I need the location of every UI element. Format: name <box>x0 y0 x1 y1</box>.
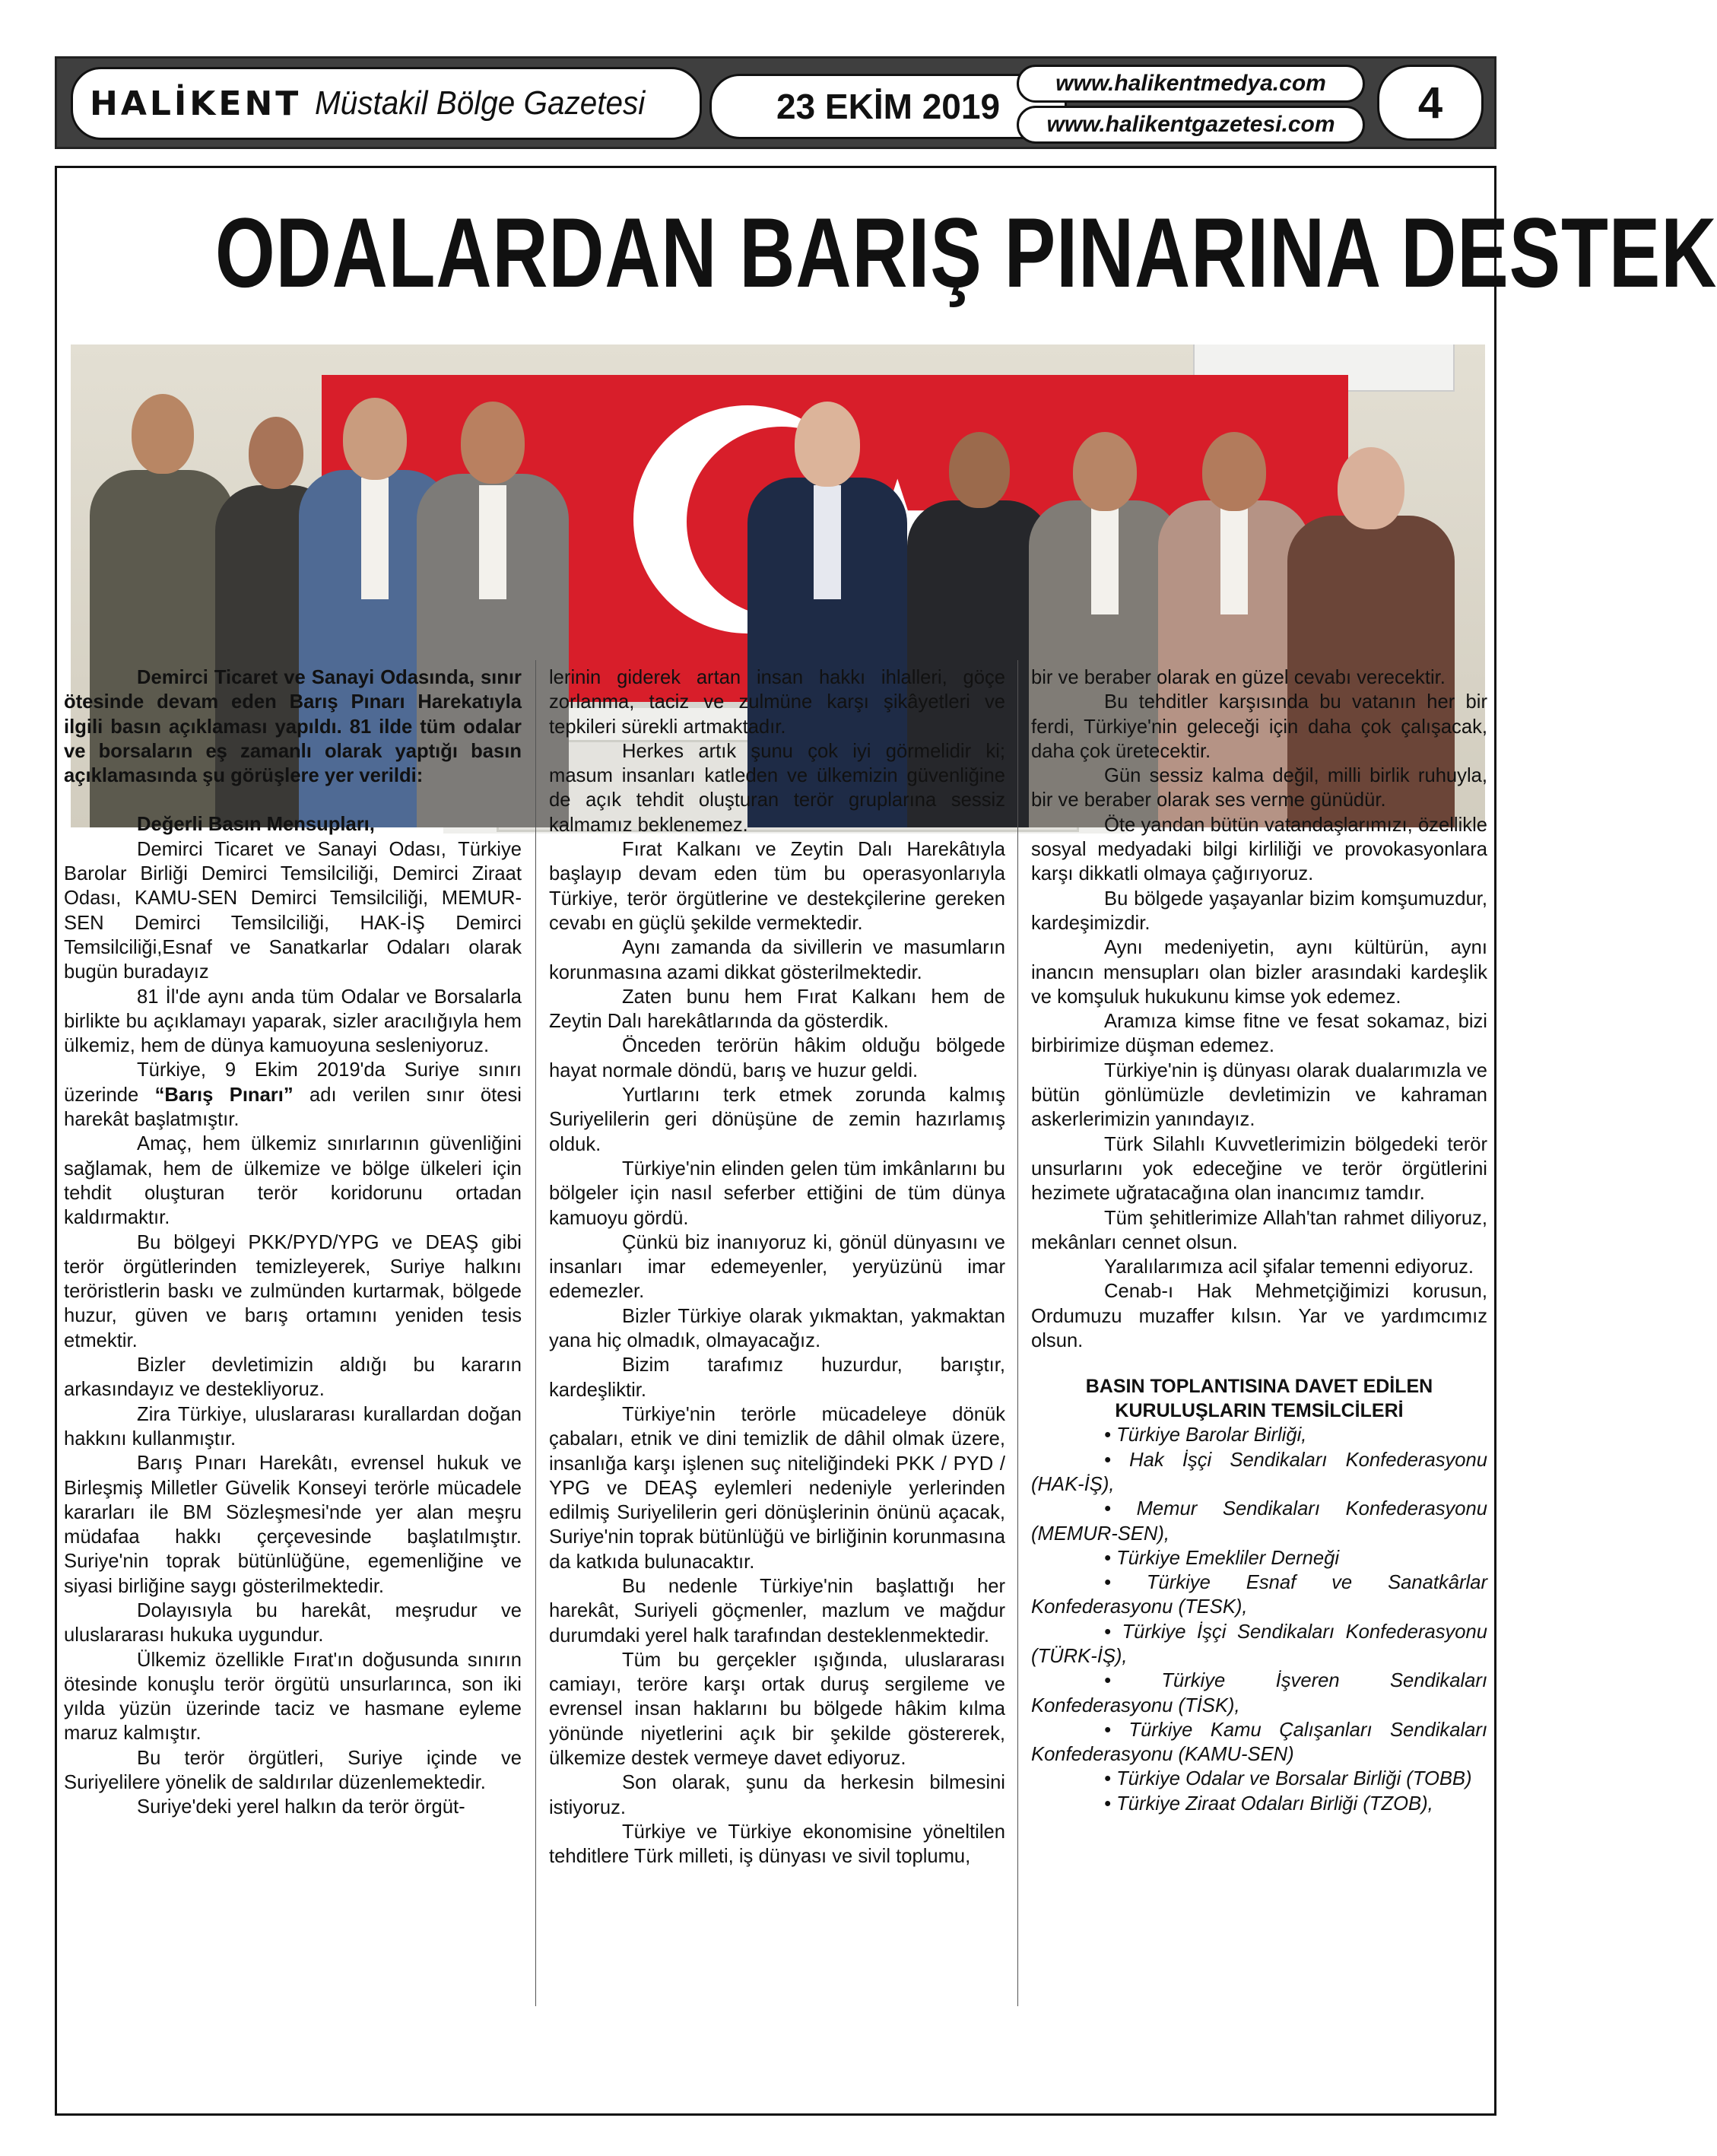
article-headline: ODALARDAN BARIŞ PINARINA DESTEK <box>214 197 1717 308</box>
article-paragraph: Suriye'deki yerel halkın da terör örgüt- <box>137 1796 465 1818</box>
article-paragraph: Gün sessiz kalma değil, milli birlik ruhuyla, bir ve beraber olarak ses verme günüdür. <box>1031 765 1487 811</box>
article-paragraph: Türk Silahlı Kuvvetlerimizin bölgedeki terör unsurlarını yok edeceğine ve terör örgütlerini hezimete uğratacağına olan inancımız tamdır. <box>1031 1133 1487 1205</box>
article-paragraph: Zaten bunu hem Fırat Kalkanı hem de Zeytin Dalı harekâtlarında da gösterdik. <box>549 986 1005 1033</box>
article-paragraph: Cenab-ı Hak Mehmetçiğimizi korusun, Ordumuzu muzaffer kılsın. Yar ve yardımcımız olsun. <box>1031 1281 1487 1352</box>
article-paragraph: Bu bölgede yaşayanlar bizim komşumuzdur, kardeşimizdir. <box>1031 887 1487 934</box>
participant-org: • Türkiye Esnaf ve Sanatkârlar Konfederasyonu (TESK), <box>1031 1572 1487 1618</box>
participant-org: • Türkiye Ziraat Odaları Birliği (TZOB), <box>1104 1792 1433 1815</box>
article-paragraph: Amaç, hem ülkemiz sınırlarının güvenliğini sağlamak, hem de ülkemize ve bölge ülkeleri için tehdit oluşturan terör koridorunu ortadan kaldırmaktır. <box>64 1133 522 1229</box>
article-paragraph: Türkiye'nin elinden gelen tüm imkânlarını bu bölgeler için nasıl seferber ettiğini de tüm dünya kamuoyu gördü. <box>549 1157 1005 1229</box>
article-paragraph: 81 İl'de aynı anda tüm Odalar ve Borsalarla birlikte bu açıklamayı yaparak, sizler aracılığıyla hem ülkemiz, hem de dünya kamuoyuna sesleniyoruz. <box>64 986 522 1057</box>
column-divider <box>535 660 536 2006</box>
article-paragraph: Bizler devletimizin aldığı bu kararın arkasındayız ve destekliyoruz. <box>64 1354 522 1401</box>
article-paragraph: Son olarak, şunu da herkesin bilmesini istiyoruz. <box>549 1772 1005 1818</box>
participants-heading: BASIN TOPLANTISINA DAVET EDİLEN KURULUŞLARIN TEMSİLCİLERİ <box>1085 1376 1433 1422</box>
article-paragraph: Fırat Kalkanı ve Zeytin Dalı Harekâtıyla başlayıp devam eden tüm bu operasyonlarıyla Türkiye, terör örgütlerine ve destekçilerine gereken cevabı en güçlü şekilde vermektedir. <box>549 839 1005 934</box>
article-paragraph: Tüm şehitlerimize Allah'tan rahmet diliyoruz, mekânları cennet olsun. <box>1031 1207 1487 1253</box>
participant-org: • Hak İşçi Sendikaları Konfederasyonu (HAK-İŞ), <box>1031 1449 1487 1495</box>
article-paragraph: Dolayısıyla bu harekât, meşrudur ve uluslararası hukuka uygundur. <box>64 1599 522 1646</box>
article-paragraph: Çünkü biz inanıyoruz ki, gönül dünyasını ve insanları imar edemeyenler, yeryüzünü imar edemezler. <box>549 1231 1005 1303</box>
article-paragraph: Tüm bu gerçekler ışığında, uluslararası camiayı, teröre karşı ortak duruş sergileme ve evrensel insan haklarını bu bölgede hâkim kılma yönünde niyetlerini açık bir şekilde göstererek, ülkemize destek vermeye davet ediyoruz. <box>549 1649 1005 1770</box>
article-paragraph: Bu tehditler karşısında bu vatanın her bir ferdi, Türkiye'nin geleceği için daha çok çalışacak, daha çok üretecektir. <box>1031 691 1487 762</box>
participant-org: • Türkiye Odalar ve Borsalar Birliği (TOBB) <box>1104 1768 1472 1790</box>
article-paragraph: Önceden terörün hâkim olduğu bölgede hayat normale döndü, barış ve huzur geldi. <box>549 1035 1005 1081</box>
article-paragraph: Türkiye'nin iş dünyası olarak dualarımızla ve bütün gönlümüzle devletimizin ve kahraman askerlerimizin yanındayız. <box>1031 1059 1487 1131</box>
article-paragraph: Bu bölgeyi PKK/PYD/YPG ve DEAŞ gibi terör örgütlerinden temizleyerek, Suriye halkını teröristlerin baskı ve zulmünden kurtarmak, bölgede huzur, güven ve barış ortamını yeniden tesis etmektir. <box>64 1231 522 1351</box>
page-number: 4 <box>1377 65 1484 141</box>
newspaper-brand: HALİKENT <box>90 84 302 123</box>
participant-org: • Memur Sendikaları Konfederasyonu (MEMUR-SEN), <box>1031 1498 1487 1545</box>
masthead-title-box <box>71 67 702 140</box>
article-paragraph: Bizim tarafımız huzurdur, barıştır, kardeşliktir. <box>549 1354 1005 1401</box>
article-paragraph: Yurtlarını terk etmek zorunda kalmış Suriyelilerin geri dönüşüne de zemin hazırlamış olduk. <box>549 1084 1005 1155</box>
article-paragraph: Bu terör örgütleri, Suriye içinde ve Suriyelilere yönelik de saldırılar düzenlemektedir. <box>64 1747 522 1794</box>
article-intro: Demirci Ticaret ve Sanayi Odasında, sınır ötesinde devam eden Barış Pınarı Harekatıyla ilgili basın açıklaması yapıldı. 81 ilde tüm odalar ve borsaların eş zamanlı olarak yaptığı basın açıklamasında şu görüşlere yer verildi: <box>64 667 522 787</box>
column-divider <box>1017 660 1018 2006</box>
participant-org: • Türkiye Emekliler Derneği <box>1104 1547 1340 1569</box>
participant-org: • Türkiye İşçi Sendikaları Konfederasyonu (TÜRK-İŞ), <box>1031 1621 1487 1667</box>
participant-org: • Türkiye İşveren Sendikaları Konfederasyonu (TİSK), <box>1031 1670 1487 1716</box>
website-link-2[interactable]: www.halikentgazetesi.com <box>1017 106 1365 144</box>
article-paragraph: Bizler Türkiye olarak yıkmaktan, yakmaktan yana hiç olmadık, olmayacağız. <box>549 1305 1005 1352</box>
participant-org: • Türkiye Kamu Çalışanları Sendikaları Konfederasyonu (KAMU-SEN) <box>1031 1719 1487 1766</box>
article-paragraph: Öte yandan bütün vatandaşlarımızı, özellikle sosyal medyadaki bilgi kirliliği ve provokasyonlara karşı dikkatli olmaya çağırıyoruz. <box>1031 814 1487 885</box>
article-column-2 <box>549 665 1005 1869</box>
newspaper-subtitle: Müstakil Bölge Gazetesi <box>315 84 646 122</box>
article-paragraph: lerinin giderek artan insan hakkı ihlalleri, göçe zorlanma, taciz ve zulmüne karşı şikâyetleri ve tepkileri sürekli artmaktadır. <box>549 667 1005 738</box>
article-paragraph: Türkiye, 9 Ekim 2019'da Suriye sınırı üzerinde “Barış Pınarı” adı verilen sınır ötesi harekât başlatmıştır. <box>64 1059 522 1131</box>
article-paragraph: bir ve beraber olarak en güzel cevabı verecektir. <box>1031 667 1446 688</box>
article-paragraph: Ülkemiz özellikle Fırat'ın doğusunda sınırın ötesinde konuşlu terör örgütü unsurlarınca, son iki yılda yüzün üzerinde taciz ve hasmane eyleme maruz kalmıştır. <box>64 1649 522 1745</box>
article-paragraph: Aynı medeniyetin, aynı kültürün, aynı inancın mensupları olan bizler arasındaki kardeşlik ve komşuluk hukukunu kimse yok edemez. <box>1031 937 1487 1008</box>
article-paragraph: Barış Pınarı Harekâtı, evrensel hukuk ve Birleşmiş Milletler Güvelik Konseyi terörle mücadele kararları ile BM Sözleşmesi'nde yer alan meşru müdafaa hakkı çerçevesinde başlatılmıştır. Suriye'nin toprak bütünlüğüne, egemenliğine ve siyasi birliğine saygı gösterilmektedir. <box>64 1453 522 1597</box>
masthead <box>55 56 1496 149</box>
article-paragraph: Türkiye'nin terörle mücadeleye dönük çabaları, etnik ve dini temizlik de dâhil olmak üzere, insanlığa karşı işlenen suç niteliğindeki PKK / PYD / YPG ve DEAŞ eylemleri nedeniyle yerlerinden edilmiş Suriyelilerin geri dönüşlerinin önünü açacak, Suriye'nin toprak bütünlüğü ve birliğinin korunmasına da katkıda bulunacaktır. <box>549 1403 1005 1573</box>
article-paragraph: Demirci Ticaret ve Sanayi Odası, Türkiye Barolar Birliği Demirci Temsilciliği, Demirci Ziraat Odası, KAMU-SEN Demirci Temsilciliği, MEMUR-SEN Demirci Temsilciliği, HAK-İŞ Demirci Temsilciliği,Esnaf ve Sanatkarlar Odaları olarak bugün buradayız <box>64 838 522 983</box>
issue-date: 23 EKİM 2019 <box>709 74 1067 139</box>
article-paragraph: Zira Türkiye, uluslararası kurallardan doğan hakkını kullanmıştır. <box>64 1403 522 1450</box>
article-paragraph: Aramıza kimse fitne ve fesat sokamaz, bizi birbirimize düşman edemez. <box>1031 1011 1487 1057</box>
article-paragraph: Aynı zamanda da sivillerin ve masumların korunmasına azami dikkat gösterilmektedir. <box>549 937 1005 983</box>
article-column-3 <box>1031 665 1487 1816</box>
article-paragraph: Herkes artık şunu çok iyi görmelidir ki; masum insanları katleden ve ülkemizin güvenliğine de açık tehdit oluşturan terör gruplarına sessiz kalmamız beklenemez. <box>549 740 1005 836</box>
website-link-1[interactable]: www.halikentmedya.com <box>1017 65 1365 103</box>
article-paragraph: Bu nedenle Türkiye'nin başlattığı her harekât, Suriyeli göçmenler, mazlum ve mağdur durumdaki yerel halk tarafından desteklenmektedir. <box>549 1575 1005 1646</box>
article-salutation: Değerli Basın Mensupları, <box>137 814 375 836</box>
participant-org: • Türkiye Barolar Birliği, <box>1104 1424 1307 1446</box>
article-paragraph: Yaralılarımıza acil şifalar temenni ediyoruz. <box>1104 1256 1474 1278</box>
article-paragraph: Türkiye ve Türkiye ekonomisine yöneltilen tehditlere Türk milleti, iş dünyası ve sivil toplumu, <box>549 1821 1005 1868</box>
article-column-1 <box>64 665 522 1820</box>
